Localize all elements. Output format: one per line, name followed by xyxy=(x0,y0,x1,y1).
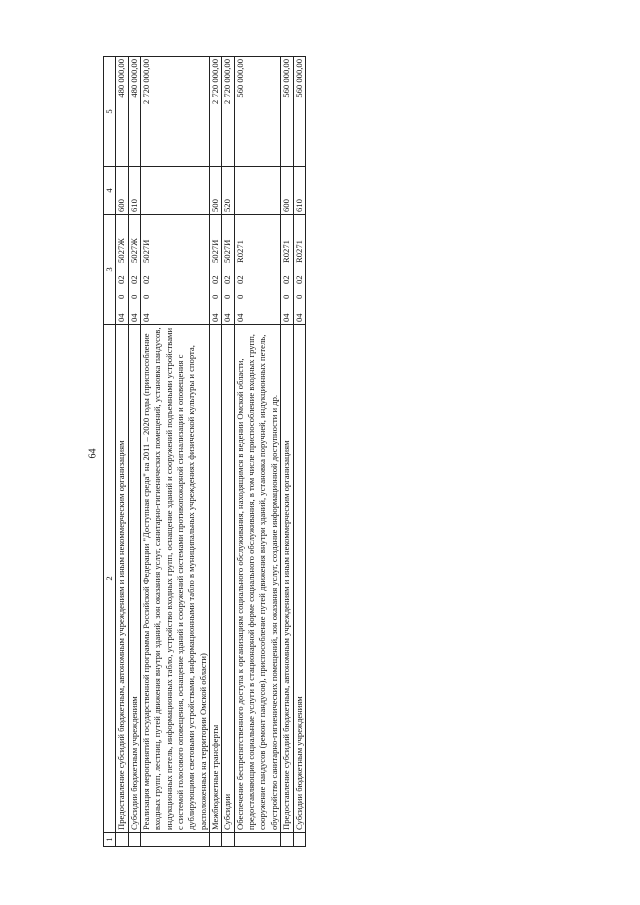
row-code-cell xyxy=(210,215,222,325)
table-row xyxy=(234,57,280,847)
code-segment: 04 xyxy=(210,313,221,322)
row-name-cell: Субсидии xyxy=(222,325,234,833)
table-row xyxy=(281,57,293,847)
code-segment: 02 xyxy=(141,275,152,284)
row-vr-cell: 500 xyxy=(210,167,222,215)
row-code-cell xyxy=(293,215,305,325)
row-code-cell xyxy=(141,215,210,325)
code-segment: 02 xyxy=(128,275,139,284)
code-segment: 0 xyxy=(234,294,245,299)
code-segment: 0 xyxy=(210,294,221,299)
table-row xyxy=(222,57,234,847)
code-segment: 02 xyxy=(210,275,221,284)
row-sum-cell: 2 720 000,00 xyxy=(141,57,210,167)
row-sum-cell: 560 000,00 xyxy=(293,57,305,167)
row-number-cell xyxy=(293,833,305,847)
row-vr-cell: 600 xyxy=(116,167,128,215)
row-name-cell: Реализация мероприятий государственной программы Российской Федерации "Доступная среда" на 2011 – 2020 годы (приспособление входных групп, лестниц, путей движения внутри зданий, зон оказания услуг, санитарно-гигиенических помещений, установка пандусов, индукционных петель, информационных табло, устройство входных групп, оснащение зданий и сооружений подъемными устройствами с системой голосового оповещения, оснащение зданий и сооружений системами противопожарной сигнализации и оповещения с дублирующими световыми устройствами, информационными табло в муниципальных учреждениях физической культуры и спорта, расположенных на территории Омской области) xyxy=(141,325,210,833)
row-name-cell: Обеспечение беспрепятственного доступа к организациям социального обслуживания, находящимся в ведении Омской области, предоставляющим социальные услуги в стационарной форме социального обслуживания, в том числе приспособление входных групп, сооружение пандусов (ремонт пандусов), приспособление путей движения внутри зданий, установка поручней, индукционных петель, обустройство санитарно-гигиенических помещений, зон оказания услуг, создание информационной доступности и др. xyxy=(234,325,280,833)
code-segment: 04 xyxy=(293,313,304,322)
code-segment: 0 xyxy=(281,294,292,299)
row-code-cell xyxy=(234,215,280,325)
row-name-cell: Межбюджетные трансферты xyxy=(210,325,222,833)
code-segment: 5027Ж xyxy=(128,238,139,263)
budget-table-page xyxy=(103,57,551,847)
row-vr-cell: 610 xyxy=(293,167,305,215)
code-segment: 0 xyxy=(141,294,152,299)
code-segment: 02 xyxy=(234,275,245,284)
row-number-cell xyxy=(210,833,222,847)
row-sum-cell: 560 000,00 xyxy=(234,57,280,167)
row-number-cell xyxy=(222,833,234,847)
table-row xyxy=(141,57,210,847)
code-segment: 04 xyxy=(234,313,245,322)
row-sum-cell: 480 000,00 xyxy=(128,57,140,167)
row-number-cell xyxy=(281,833,293,847)
code-segment: 0 xyxy=(222,294,233,299)
code-segment: R0271 xyxy=(281,240,292,263)
row-code-cell xyxy=(281,215,293,325)
row-number-cell xyxy=(234,833,280,847)
row-name-cell: Предоставление субсидий бюджетным, автономным учреждениям и иным некоммерческим организациям xyxy=(116,325,128,833)
row-vr-cell xyxy=(234,167,280,215)
code-segment: 02 xyxy=(293,275,304,284)
code-segment: 5027И xyxy=(222,239,233,263)
code-segment: 5027Ж xyxy=(116,238,127,263)
code-segment: 04 xyxy=(222,313,233,322)
code-segment: 0 xyxy=(293,294,304,299)
code-segment: 04 xyxy=(128,313,139,322)
page-number: 64 xyxy=(87,448,99,459)
budget-table xyxy=(103,56,306,847)
table-row xyxy=(210,57,222,847)
row-name-cell: Субсидии бюджетным учреждениям xyxy=(128,325,140,833)
code-segment: 5027И xyxy=(210,239,221,263)
table-row xyxy=(128,57,140,847)
code-segment: 04 xyxy=(116,313,127,322)
header-cell-4: 4 xyxy=(104,167,116,215)
header-cell-5: 5 xyxy=(104,57,116,167)
code-segment: R0271 xyxy=(293,240,304,263)
row-sum-cell: 2 720 000,00 xyxy=(210,57,222,167)
row-vr-cell: 610 xyxy=(128,167,140,215)
header-cell-1: 1 xyxy=(104,833,116,847)
header-row xyxy=(104,57,116,847)
row-sum-cell: 480 000,00 xyxy=(116,57,128,167)
code-segment: 5027И xyxy=(141,239,152,263)
row-vr-cell: 520 xyxy=(222,167,234,215)
row-code-cell xyxy=(128,215,140,325)
header-cell-3: 3 xyxy=(104,215,116,325)
row-code-cell xyxy=(222,215,234,325)
row-vr-cell: 600 xyxy=(281,167,293,215)
code-segment: 02 xyxy=(222,275,233,284)
table-row xyxy=(116,57,128,847)
row-vr-cell xyxy=(141,167,210,215)
row-name-cell: Субсидии бюджетным учреждениям xyxy=(293,325,305,833)
code-segment: R0271 xyxy=(234,240,245,263)
row-name-cell: Предоставление субсидий бюджетным, автономным учреждениям и иным некоммерческим организациям xyxy=(281,325,293,833)
row-sum-cell: 2 720 000,00 xyxy=(222,57,234,167)
row-number-cell xyxy=(116,833,128,847)
table-row xyxy=(293,57,305,847)
row-sum-cell: 560 000,00 xyxy=(281,57,293,167)
row-number-cell xyxy=(128,833,140,847)
code-segment: 04 xyxy=(141,313,152,322)
code-segment: 02 xyxy=(281,275,292,284)
row-code-cell xyxy=(116,215,128,325)
code-segment: 0 xyxy=(128,294,139,299)
code-segment: 04 xyxy=(281,313,292,322)
header-cell-2: 2 xyxy=(104,325,116,833)
row-number-cell xyxy=(141,833,210,847)
code-segment: 0 xyxy=(116,294,127,299)
code-segment: 02 xyxy=(116,275,127,284)
